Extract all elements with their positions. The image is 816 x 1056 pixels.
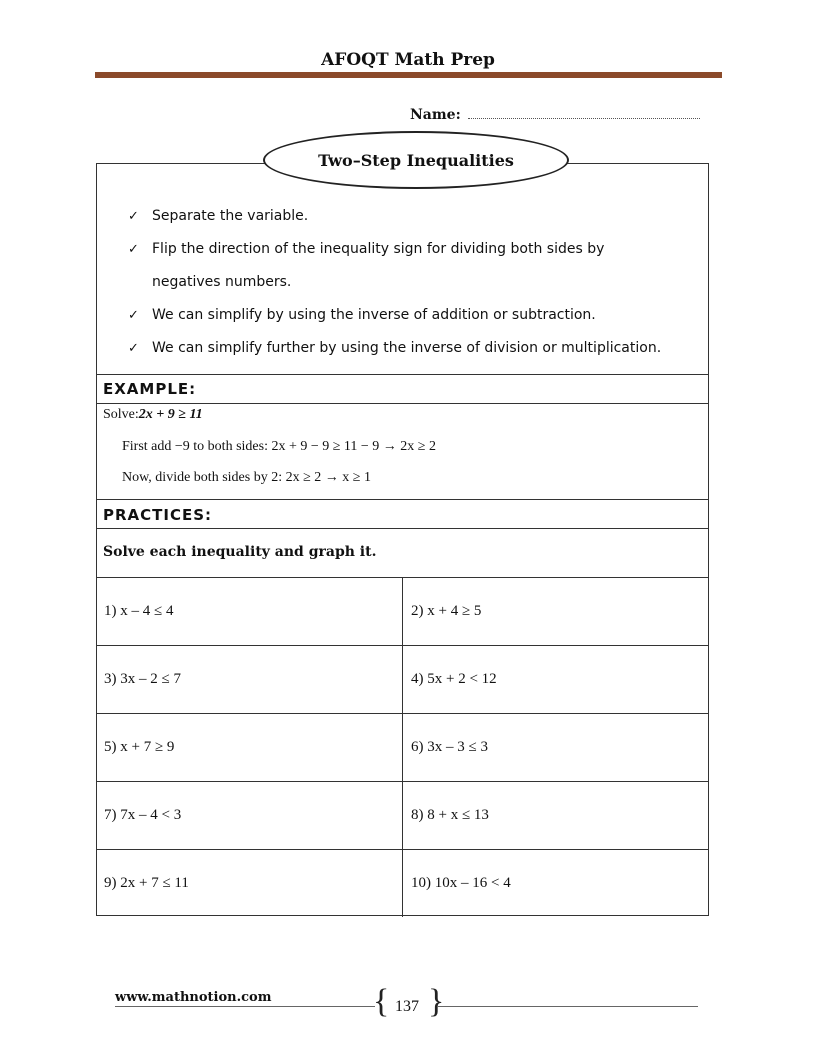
- tip-text: negatives numbers.: [152, 274, 292, 290]
- practice-problem: 6) 3x – 3 ≤ 3: [403, 713, 709, 781]
- left-brace-icon: {: [373, 983, 390, 1020]
- divider: [96, 374, 709, 375]
- example-step-2: Now, divide both sides by 2: 2x ≥ 2 → x ≥ 1: [122, 470, 371, 485]
- footer-url: www.mathnotion.com: [115, 990, 272, 1005]
- tip-item: [128, 233, 708, 266]
- example-problem: [103, 407, 203, 423]
- tip-item-continuation: [128, 266, 708, 299]
- divider: [96, 403, 709, 404]
- example-label: EXAMPLE:: [103, 380, 197, 398]
- check-icon: ✓: [128, 308, 139, 323]
- practice-problem: 5) x + 7 ≥ 9: [96, 713, 403, 781]
- worksheet-title: [263, 131, 569, 189]
- check-icon: ✓: [128, 242, 139, 257]
- check-icon: ✓: [128, 209, 139, 224]
- tip-item: [128, 200, 708, 233]
- practice-problem: 10) 10x – 16 < 4: [403, 849, 709, 917]
- practice-problem: 4) 5x + 2 < 12: [403, 645, 709, 713]
- practice-instructions: Solve each inequality and graph it.: [103, 544, 377, 560]
- divider: [96, 499, 709, 500]
- divider: [96, 528, 709, 529]
- page-header-title: AFOQT Math Prep: [321, 50, 495, 70]
- tips-list: [128, 200, 708, 365]
- example-solve-prefix: Solve:: [103, 407, 139, 422]
- tip-text: We can simplify further by using the inverse of division or multiplication.: [152, 340, 662, 356]
- practice-problem: 9) 2x + 7 ≤ 11: [96, 849, 403, 917]
- page-number: 137: [395, 998, 419, 1015]
- footer-rule: [438, 1006, 698, 1007]
- practice-problem: 3) 3x – 2 ≤ 7: [96, 645, 403, 713]
- practice-problem: 2) x + 4 ≥ 5: [403, 577, 709, 645]
- check-icon: ✓: [128, 341, 139, 356]
- practice-problem: 8) 8 + x ≤ 13: [403, 781, 709, 849]
- worksheet-title-text: Two–Step Inequalities: [318, 150, 514, 170]
- name-label: Name:: [410, 107, 461, 123]
- right-brace-icon: }: [428, 983, 445, 1020]
- tip-text: We can simplify by using the inverse of addition or subtraction.: [152, 307, 596, 323]
- footer-rule: [115, 1006, 375, 1007]
- tip-text: Flip the direction of the inequality sign for dividing both sides by: [152, 241, 605, 257]
- name-field: [410, 107, 700, 123]
- tip-item: [128, 332, 708, 365]
- tip-item: [128, 299, 708, 332]
- practice-problem: 7) 7x – 4 < 3: [96, 781, 403, 849]
- practice-problem: 1) x – 4 ≤ 4: [96, 577, 403, 645]
- tip-text: Separate the variable.: [152, 208, 309, 224]
- example-solve-expression: 2x + 9 ≥ 11: [138, 407, 203, 422]
- practice-grid: [96, 577, 709, 917]
- name-blank-line: [468, 108, 700, 119]
- example-step-1: First add −9 to both sides: 2x + 9 − 9 ≥ 11 − 9 → 2x ≥ 2: [122, 439, 436, 454]
- header-rule: [95, 72, 722, 78]
- practices-label: PRACTICES:: [103, 506, 213, 524]
